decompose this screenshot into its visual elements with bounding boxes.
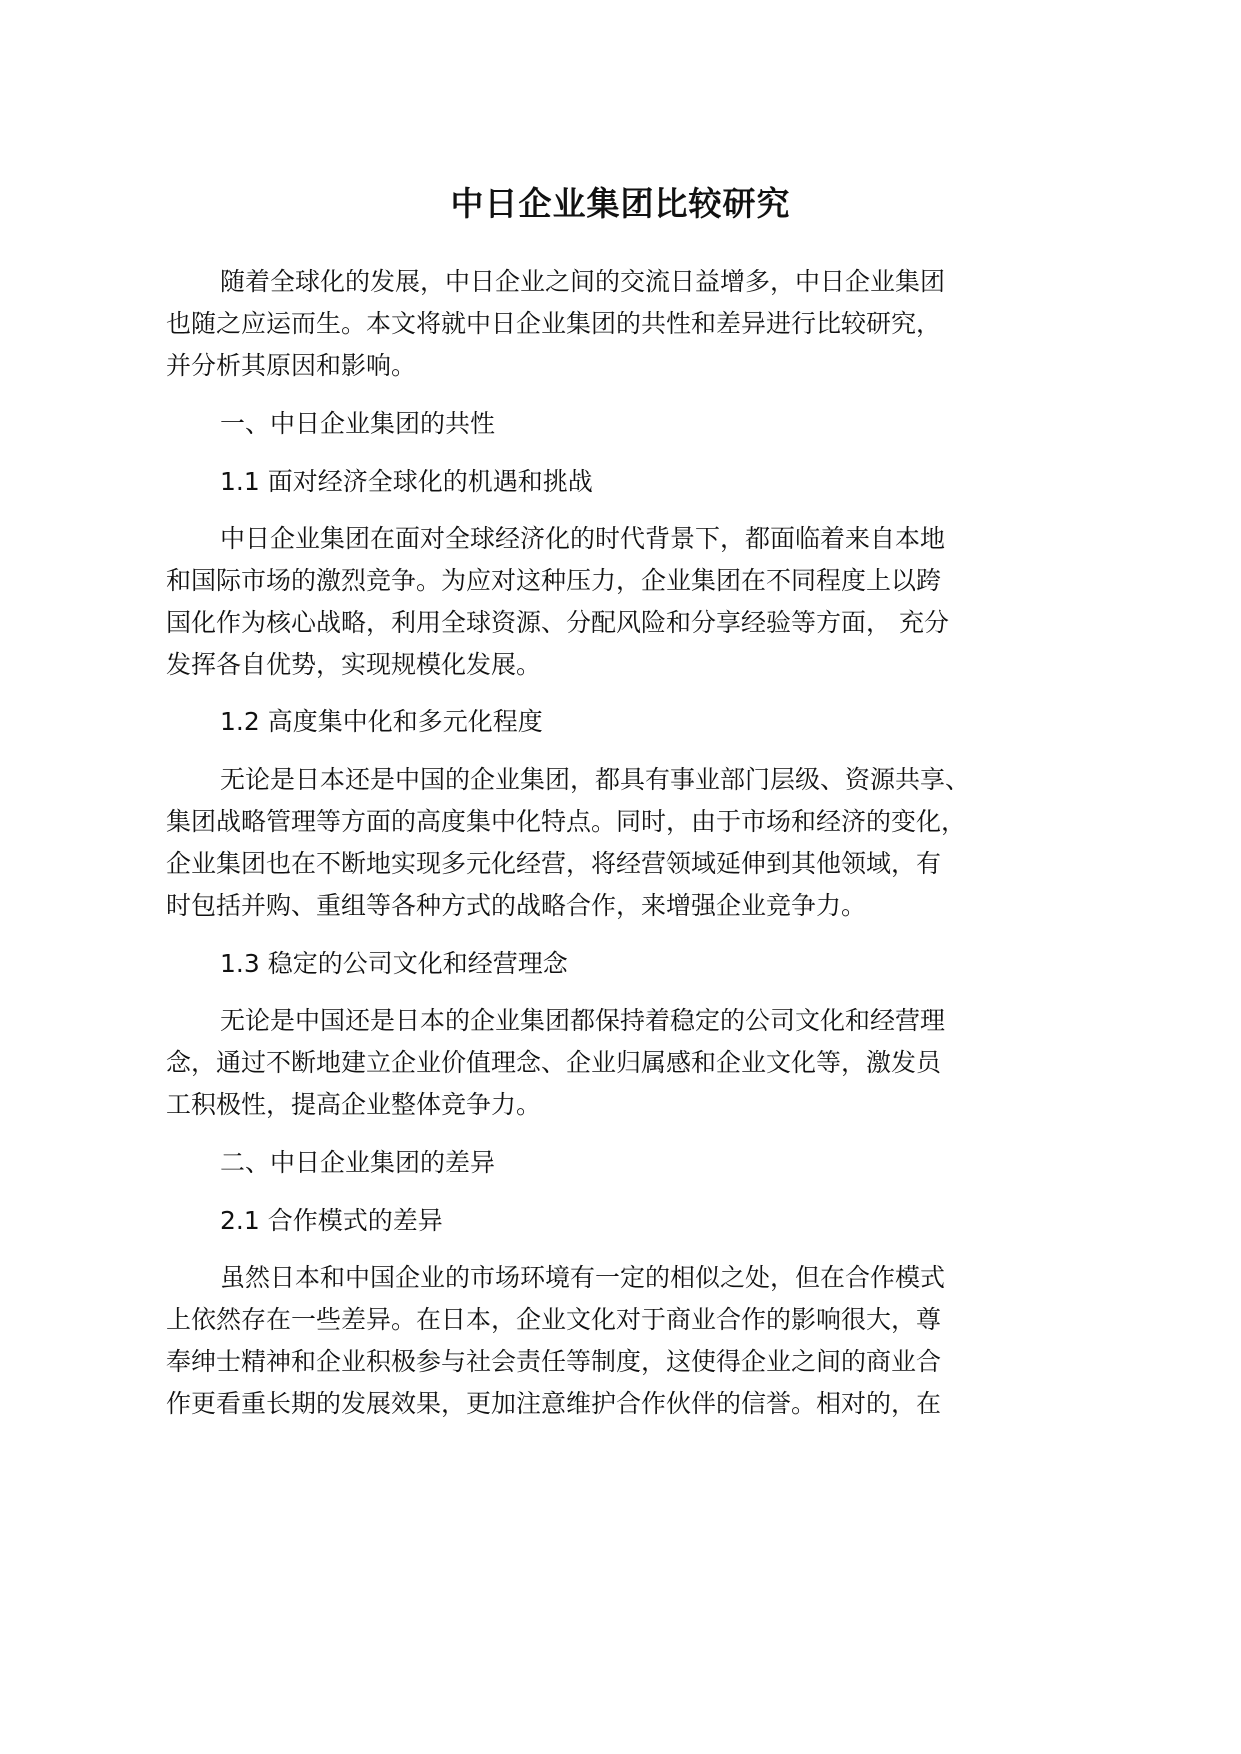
paragraph-line: 随着全球化的发展，中日企业之间的交流日益增多，中日企业集团: [220, 267, 946, 296]
paragraph-line: 也随之应运而生。本文将就中日企业集团的共性和差异进行比较研究，: [166, 309, 942, 338]
subsection-2-1-heading: 2.1 合作模式的差异: [220, 1206, 443, 1235]
paragraph-line: 时包括并购、重组等各种方式的战略合作，来增强企业竞争力。: [166, 891, 867, 920]
paragraph-line: 发挥各自优势，实现规模化发展。: [166, 650, 542, 679]
paragraph-line: 无论是日本还是中国的企业集团，都具有事业部门层级、资源共享、: [220, 765, 971, 794]
paragraph-line: 并分析其原因和影响。: [166, 351, 417, 380]
paragraph-line: 念，通过不断地建立企业价值理念、企业归属感和企业文化等，激发员: [166, 1048, 942, 1077]
paragraph-line: 国化作为核心战略，利用全球资源、分配风险和分享经验等方面， 充分: [166, 608, 949, 637]
paragraph-line: 中日企业集团在面对全球经济化的时代背景下，都面临着来自本地: [220, 524, 946, 553]
paragraph-line: 企业集团也在不断地实现多元化经营，将经营领域延伸到其他领域，有: [166, 849, 942, 878]
paragraph-line: 作更看重长期的发展效果，更加注意维护合作伙伴的信誉。相对的，在: [166, 1389, 942, 1418]
paragraph-line: 工积极性，提高企业整体竞争力。: [166, 1090, 542, 1119]
paragraph-line: 集团战略管理等方面的高度集中化特点。同时，由于市场和经济的变化，: [166, 807, 967, 836]
paragraph-line: 奉绅士精神和企业积极参与社会责任等制度，这使得企业之间的商业合: [166, 1347, 942, 1376]
paragraph-line: 虽然日本和中国企业的市场环境有一定的相似之处，但在合作模式: [220, 1263, 946, 1292]
paragraph-line: 和国际市场的激烈竞争。为应对这种压力，企业集团在不同程度上以跨: [166, 566, 942, 595]
paragraph-line: 上依然存在一些差异。在日本，企业文化对于商业合作的影响很大，尊: [166, 1305, 942, 1334]
section-1-heading: 一、中日企业集团的共性: [220, 409, 496, 438]
subsection-1-2-heading: 1.2 高度集中化和多元化程度: [220, 707, 543, 736]
paragraph-line: 无论是中国还是日本的企业集团都保持着稳定的公司文化和经营理: [220, 1006, 946, 1035]
subsection-1-3-heading: 1.3 稳定的公司文化和经营理念: [220, 949, 568, 978]
document-title: 中日企业集团比较研究: [450, 184, 791, 223]
subsection-1-1-heading: 1.1 面对经济全球化的机遇和挑战: [220, 467, 593, 496]
section-2-heading: 二、中日企业集团的差异: [220, 1148, 496, 1177]
